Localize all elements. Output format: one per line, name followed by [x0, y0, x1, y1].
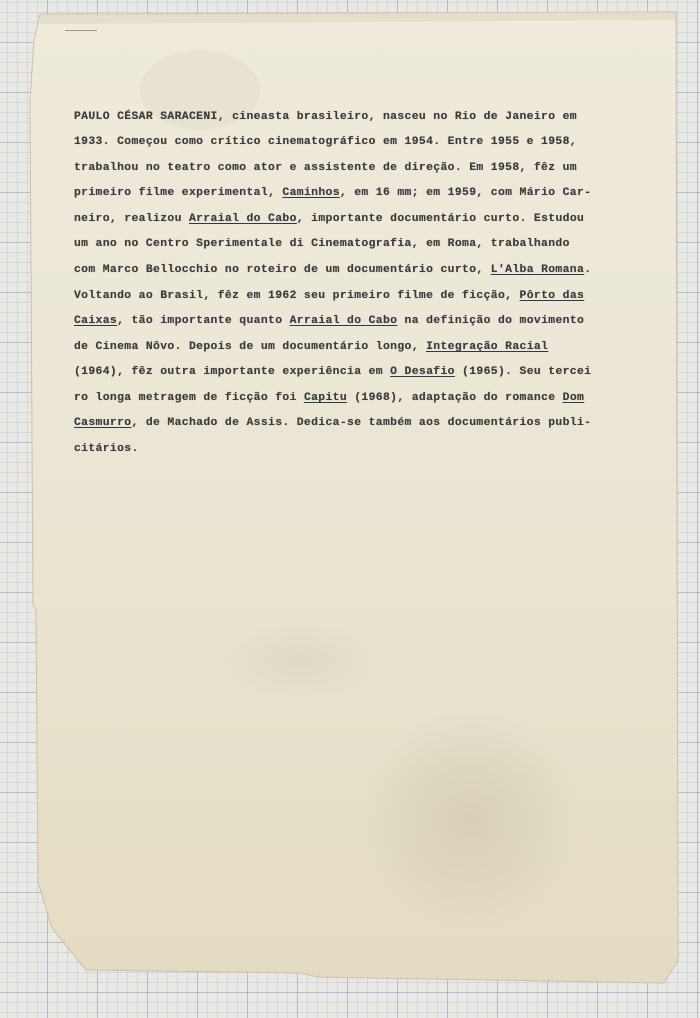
- text-line-10: de Cinema Nôvo. Depois de um documentário longo, Integração Racial: [74, 341, 549, 353]
- text-line-2: 1933. Começou como crítico cinematográfico em 1954. Entre 1955 e 1958,: [74, 136, 577, 148]
- text-line-11: (1964), fêz outra importante experiência em O Desafio (1965). Seu tercei: [74, 366, 592, 378]
- text-line-8: Voltando ao Brasil, fêz em 1962 seu primeiro filme de ficção, Pôrto das: [74, 290, 585, 302]
- text-line-4: primeiro filme experimental, Caminhos, em 16 mm; em 1959, com Mário Car-: [74, 187, 592, 199]
- text-line-9: Caixas, tão importante quanto Arraial do Cabo na definição do movimento: [74, 315, 585, 327]
- text-line-1: PAULO CÉSAR SARACENI, cineasta brasileiro, nasceu no Rio de Janeiro em: [74, 111, 577, 123]
- text-line-14: citários.: [74, 443, 139, 455]
- text-line-6: um ano no Centro Sperimentale di Cinematografia, em Roma, trabalhando: [74, 238, 570, 250]
- text-line-12: ro longa metragem de ficção foi Capitu (1968), adaptação do romance Dom: [74, 392, 585, 404]
- text-line-5: neiro, realizou Arraial do Cabo, importante documentário curto. Estudou: [74, 213, 585, 225]
- text-line-3: trabalhou no teatro como ator e assistente de direção. Em 1958, fêz um: [74, 162, 577, 174]
- text-line-7: com Marco Bellocchio no roteiro de um documentário curto, L'Alba Romana.: [74, 264, 592, 276]
- text-line-13: Casmurro, de Machado de Assis. Dedica-se também aos documentários publi-: [74, 417, 592, 429]
